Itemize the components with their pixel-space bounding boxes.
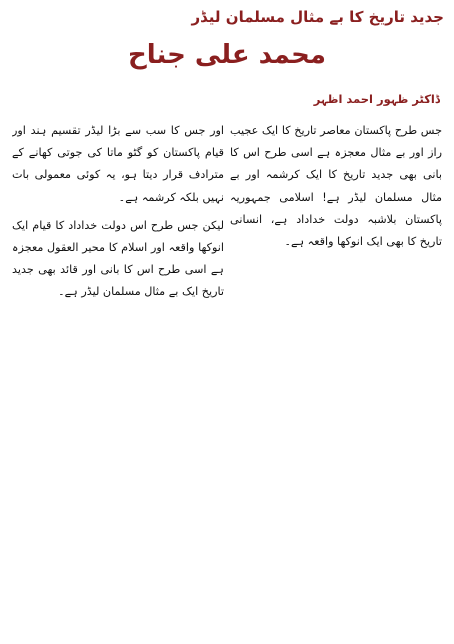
author-byline: ڈاکٹر ظہور احمد اظہر [313,92,440,106]
article-title: محمد علی جناح [128,40,326,70]
paragraph: لیکن جس طرح اس دولت خداداد کا قیام ایک انوکھا واقعہ اور اسلام کا محیر العقول معجزہ ہے اسی طرح اس کا بانی اور قائد بھی جدید تاریخ ایک بے مثال مسلمان لیڈر ہے۔ [12,218,224,299]
paragraph: اور جس کا سب سے بڑا لیڈر تقسیم ہند اور قیام پاکستان کو گٹو ماتا کی جوتی کھانے کے مترادف قرار دیتا ہو، یہ کوئی معمولی بات نہیں بلکہ کرشمہ ہے۔ [12,124,224,204]
section-header: جدید تاریخ کا بے مثال مسلمان لیڈر [191,8,444,26]
text-column-right [230,120,442,638]
text-column-left [12,120,224,638]
paragraph: جس طرح پاکستان معاصر تاریخ کا ایک عجیب راز اور بے مثال معجزہ ہے اسی طرح اس کا بانی بھی جدید تاریخ کا ایک کرشمہ اور بے مثال مسلمان لیڈر ہے! اسلامی جمہوریہ پاکستان بلاشبہ دولت خداداد ہے، انسانی تاریخ کا بھی ایک انوکھا واقعہ ہے۔ [230,124,442,249]
